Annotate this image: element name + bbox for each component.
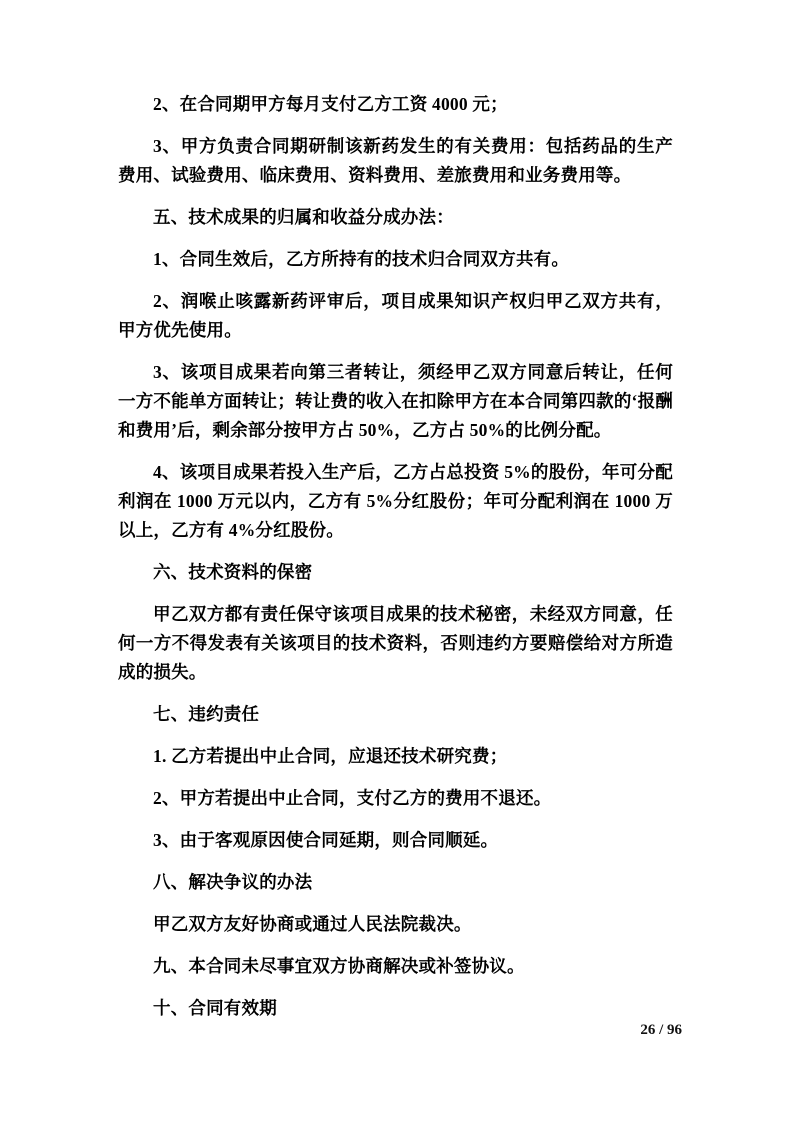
paragraph-numbered-item: 4、该项目成果若投入生产后，乙方占总投资 5%的股份，年可分配利润在 1000 万元以内，乙方有 5%分红股份；年可分配利润在 1000 万以上，乙方有 4%分红股份。: [118, 462, 673, 540]
paragraph-section-heading: 五、技术成果的归属和收益分成办法：: [153, 207, 454, 227]
paragraph-section-heading: 十、合同有效期: [153, 998, 277, 1018]
paragraph-numbered-item: 3、甲方负责合同期研制该新药发生的有关费用：包括药品的生产费用、试验费用、临床费用、资料费用、差旅费用和业务费用等。: [118, 136, 673, 185]
page-number-indicator: 26 / 96: [640, 1022, 682, 1038]
paragraph-section-heading: 七、违约责任: [153, 704, 260, 724]
paragraph-numbered-item: 1. 乙方若提出中止合同，应退还技术研究费；: [153, 746, 508, 766]
paragraph-section-heading: 九、本合同未尽事宜双方协商解决或补签协议。: [153, 956, 525, 976]
paragraph-body: 甲乙双方友好协商或通过人民法院裁决。: [153, 914, 472, 934]
paragraph-numbered-item: 1、合同生效后，乙方所持有的技术归合同双方共有。: [153, 249, 570, 269]
paragraph-section-heading: 八、解决争议的办法: [153, 872, 313, 892]
paragraph-numbered-item: 2、甲方若提出中止合同，支付乙方的费用不退还。: [153, 788, 552, 808]
paragraph-numbered-item: 2、润喉止咳露新药评审后，项目成果知识产权归甲乙双方共有，甲方优先使用。: [118, 291, 673, 340]
paragraph-numbered-item: 3、该项目成果若向第三者转让，须经甲乙双方同意后转让，任何一方不能单方面转让；转让费的收入在扣除甲方在本合同第四款的‘报酬和费用’后，剩余部分按甲方占 50%，乙方占 50%的比例分配。: [118, 362, 673, 440]
document-text-block: [118, 90, 673, 1036]
paragraph-numbered-item: 2、在合同期甲方每月支付乙方工资 4000 元；: [153, 94, 508, 114]
paragraph-numbered-item: 3、由于客观原因使合同延期，则合同顺延。: [153, 830, 499, 850]
paragraph-section-heading: 六、技术资料的保密: [153, 562, 313, 582]
paragraph-body: 甲乙双方都有责任保守该项目成果的技术秘密，未经双方同意，任何一方不得发表有关该项目的技术资料，否则违约方要赔偿给对方所造成的损失。: [118, 604, 673, 682]
